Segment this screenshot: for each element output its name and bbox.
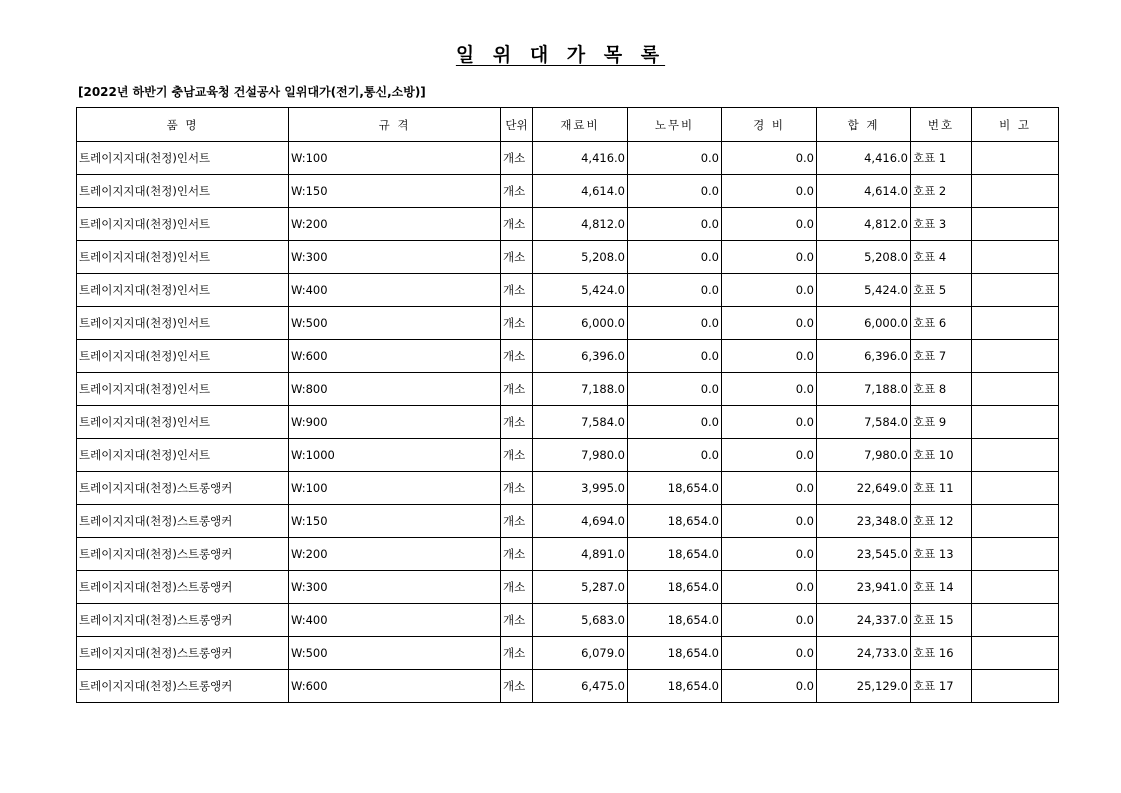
cell-labor: 18,654.0 bbox=[628, 571, 722, 604]
cell-material: 4,694.0 bbox=[533, 505, 628, 538]
cell-unit: 개소 bbox=[501, 373, 533, 406]
cell-unit: 개소 bbox=[501, 538, 533, 571]
cell-expense: 0.0 bbox=[722, 373, 817, 406]
cell-name: 트레이지지대(천정)인서트 bbox=[77, 274, 289, 307]
cell-material: 6,000.0 bbox=[533, 307, 628, 340]
cell-labor: 18,654.0 bbox=[628, 472, 722, 505]
cell-remark bbox=[972, 175, 1059, 208]
cell-number: 호표 13 bbox=[911, 538, 972, 571]
cell-number: 호표 11 bbox=[911, 472, 972, 505]
cell-spec: W:400 bbox=[289, 274, 501, 307]
cell-name: 트레이지지대(천정)인서트 bbox=[77, 175, 289, 208]
cell-total: 24,733.0 bbox=[817, 637, 911, 670]
cell-expense: 0.0 bbox=[722, 406, 817, 439]
cell-labor: 0.0 bbox=[628, 208, 722, 241]
cell-unit: 개소 bbox=[501, 208, 533, 241]
cell-spec: W:300 bbox=[289, 571, 501, 604]
cell-expense: 0.0 bbox=[722, 670, 817, 703]
table-row bbox=[77, 505, 1059, 538]
cell-number: 호표 15 bbox=[911, 604, 972, 637]
cell-name: 트레이지지대(천정)스트롱앵커 bbox=[77, 505, 289, 538]
cell-labor: 0.0 bbox=[628, 241, 722, 274]
cell-total: 4,416.0 bbox=[817, 142, 911, 175]
cell-unit: 개소 bbox=[501, 175, 533, 208]
header-name: 품 명 bbox=[77, 108, 289, 142]
cell-spec: W:500 bbox=[289, 637, 501, 670]
cell-number: 호표 8 bbox=[911, 373, 972, 406]
table-body bbox=[77, 142, 1059, 703]
cell-unit: 개소 bbox=[501, 637, 533, 670]
table-row bbox=[77, 241, 1059, 274]
cell-total: 7,188.0 bbox=[817, 373, 911, 406]
cell-total: 6,396.0 bbox=[817, 340, 911, 373]
table-row bbox=[77, 538, 1059, 571]
cell-remark bbox=[972, 274, 1059, 307]
cell-total: 4,812.0 bbox=[817, 208, 911, 241]
cell-unit: 개소 bbox=[501, 274, 533, 307]
cell-remark bbox=[972, 373, 1059, 406]
table-row bbox=[77, 208, 1059, 241]
cell-unit: 개소 bbox=[501, 505, 533, 538]
table-row bbox=[77, 472, 1059, 505]
cell-number: 호표 6 bbox=[911, 307, 972, 340]
cell-total: 23,348.0 bbox=[817, 505, 911, 538]
cell-expense: 0.0 bbox=[722, 538, 817, 571]
cell-labor: 18,654.0 bbox=[628, 637, 722, 670]
cell-remark bbox=[972, 340, 1059, 373]
cell-name: 트레이지지대(천정)스트롱앵커 bbox=[77, 604, 289, 637]
cell-labor: 0.0 bbox=[628, 274, 722, 307]
cell-total: 23,545.0 bbox=[817, 538, 911, 571]
cell-material: 4,891.0 bbox=[533, 538, 628, 571]
cell-name: 트레이지지대(천정)인서트 bbox=[77, 307, 289, 340]
cell-number: 호표 4 bbox=[911, 241, 972, 274]
table-row bbox=[77, 439, 1059, 472]
cell-expense: 0.0 bbox=[722, 637, 817, 670]
cell-number: 호표 17 bbox=[911, 670, 972, 703]
cell-labor: 18,654.0 bbox=[628, 505, 722, 538]
cell-number: 호표 2 bbox=[911, 175, 972, 208]
cell-labor: 18,654.0 bbox=[628, 670, 722, 703]
cell-name: 트레이지지대(천정)인서트 bbox=[77, 340, 289, 373]
cell-name: 트레이지지대(천정)인서트 bbox=[77, 241, 289, 274]
cell-number: 호표 16 bbox=[911, 637, 972, 670]
cell-total: 25,129.0 bbox=[817, 670, 911, 703]
cell-spec: W:100 bbox=[289, 472, 501, 505]
cell-expense: 0.0 bbox=[722, 340, 817, 373]
cell-remark bbox=[972, 307, 1059, 340]
header-total: 합 계 bbox=[817, 108, 911, 142]
cell-unit: 개소 bbox=[501, 571, 533, 604]
cell-labor: 0.0 bbox=[628, 142, 722, 175]
cell-name: 트레이지지대(천정)스트롱앵커 bbox=[77, 637, 289, 670]
table-header-row bbox=[77, 108, 1059, 142]
unit-price-table bbox=[76, 107, 1059, 703]
cell-expense: 0.0 bbox=[722, 274, 817, 307]
cell-total: 5,208.0 bbox=[817, 241, 911, 274]
cell-total: 7,980.0 bbox=[817, 439, 911, 472]
cell-number: 호표 7 bbox=[911, 340, 972, 373]
cell-name: 트레이지지대(천정)스트롱앵커 bbox=[77, 571, 289, 604]
table-row bbox=[77, 373, 1059, 406]
cell-unit: 개소 bbox=[501, 340, 533, 373]
cell-labor: 0.0 bbox=[628, 175, 722, 208]
cell-labor: 18,654.0 bbox=[628, 604, 722, 637]
cell-remark bbox=[972, 604, 1059, 637]
cell-total: 7,584.0 bbox=[817, 406, 911, 439]
cell-number: 호표 1 bbox=[911, 142, 972, 175]
cell-spec: W:600 bbox=[289, 670, 501, 703]
table-row bbox=[77, 175, 1059, 208]
cell-expense: 0.0 bbox=[722, 571, 817, 604]
cell-unit: 개소 bbox=[501, 439, 533, 472]
cell-number: 호표 12 bbox=[911, 505, 972, 538]
cell-spec: W:1000 bbox=[289, 439, 501, 472]
cell-labor: 0.0 bbox=[628, 406, 722, 439]
cell-name: 트레이지지대(천정)인서트 bbox=[77, 406, 289, 439]
cell-remark bbox=[972, 208, 1059, 241]
table-row bbox=[77, 406, 1059, 439]
cell-total: 6,000.0 bbox=[817, 307, 911, 340]
cell-expense: 0.0 bbox=[722, 142, 817, 175]
cell-remark bbox=[972, 241, 1059, 274]
cell-material: 5,683.0 bbox=[533, 604, 628, 637]
cell-material: 5,287.0 bbox=[533, 571, 628, 604]
table-row bbox=[77, 637, 1059, 670]
cell-spec: W:600 bbox=[289, 340, 501, 373]
cell-name: 트레이지지대(천정)스트롱앵커 bbox=[77, 670, 289, 703]
cell-labor: 0.0 bbox=[628, 307, 722, 340]
cell-expense: 0.0 bbox=[722, 505, 817, 538]
cell-material: 4,812.0 bbox=[533, 208, 628, 241]
cell-spec: W:200 bbox=[289, 538, 501, 571]
cell-number: 호표 14 bbox=[911, 571, 972, 604]
table-row bbox=[77, 307, 1059, 340]
page-subtitle: [2022년 하반기 충남교육청 건설공사 일위대가(전기,통신,소방)] bbox=[78, 85, 426, 99]
cell-expense: 0.0 bbox=[722, 604, 817, 637]
cell-total: 23,941.0 bbox=[817, 571, 911, 604]
cell-number: 호표 9 bbox=[911, 406, 972, 439]
header-labor: 노무비 bbox=[628, 108, 722, 142]
cell-unit: 개소 bbox=[501, 472, 533, 505]
cell-unit: 개소 bbox=[501, 142, 533, 175]
cell-remark bbox=[972, 439, 1059, 472]
cell-material: 5,424.0 bbox=[533, 274, 628, 307]
page-title-text: 일 위 대 가 목 록 bbox=[455, 44, 666, 66]
cell-material: 7,980.0 bbox=[533, 439, 628, 472]
header-material: 재료비 bbox=[533, 108, 628, 142]
cell-spec: W:300 bbox=[289, 241, 501, 274]
cell-spec: W:500 bbox=[289, 307, 501, 340]
cell-unit: 개소 bbox=[501, 406, 533, 439]
cell-material: 6,475.0 bbox=[533, 670, 628, 703]
cell-expense: 0.0 bbox=[722, 175, 817, 208]
cell-name: 트레이지지대(천정)스트롱앵커 bbox=[77, 472, 289, 505]
cell-material: 5,208.0 bbox=[533, 241, 628, 274]
cell-unit: 개소 bbox=[501, 241, 533, 274]
cell-labor: 0.0 bbox=[628, 439, 722, 472]
cell-remark bbox=[972, 538, 1059, 571]
cell-remark bbox=[972, 472, 1059, 505]
cell-name: 트레이지지대(천정)인서트 bbox=[77, 142, 289, 175]
cell-expense: 0.0 bbox=[722, 307, 817, 340]
cell-spec: W:400 bbox=[289, 604, 501, 637]
header-number: 번호 bbox=[911, 108, 972, 142]
cell-spec: W:100 bbox=[289, 142, 501, 175]
table-row bbox=[77, 670, 1059, 703]
cell-total: 5,424.0 bbox=[817, 274, 911, 307]
header-unit: 단위 bbox=[501, 108, 533, 142]
cell-remark bbox=[972, 637, 1059, 670]
cell-remark bbox=[972, 670, 1059, 703]
cell-material: 7,188.0 bbox=[533, 373, 628, 406]
cell-expense: 0.0 bbox=[722, 472, 817, 505]
cell-total: 22,649.0 bbox=[817, 472, 911, 505]
table-row bbox=[77, 274, 1059, 307]
cell-name: 트레이지지대(천정)인서트 bbox=[77, 439, 289, 472]
cell-expense: 0.0 bbox=[722, 208, 817, 241]
cell-remark bbox=[972, 571, 1059, 604]
cell-name: 트레이지지대(천정)인서트 bbox=[77, 373, 289, 406]
cell-material: 6,396.0 bbox=[533, 340, 628, 373]
cell-spec: W:150 bbox=[289, 505, 501, 538]
cell-total: 4,614.0 bbox=[817, 175, 911, 208]
cell-expense: 0.0 bbox=[722, 439, 817, 472]
cell-unit: 개소 bbox=[501, 307, 533, 340]
cell-expense: 0.0 bbox=[722, 241, 817, 274]
cell-material: 4,614.0 bbox=[533, 175, 628, 208]
header-expense: 경 비 bbox=[722, 108, 817, 142]
cell-name: 트레이지지대(천정)인서트 bbox=[77, 208, 289, 241]
cell-unit: 개소 bbox=[501, 604, 533, 637]
cell-spec: W:800 bbox=[289, 373, 501, 406]
cell-remark bbox=[972, 406, 1059, 439]
cell-material: 6,079.0 bbox=[533, 637, 628, 670]
cell-remark bbox=[972, 142, 1059, 175]
table-row bbox=[77, 604, 1059, 637]
cell-spec: W:900 bbox=[289, 406, 501, 439]
cell-spec: W:200 bbox=[289, 208, 501, 241]
table-row bbox=[77, 571, 1059, 604]
cell-spec: W:150 bbox=[289, 175, 501, 208]
cell-total: 24,337.0 bbox=[817, 604, 911, 637]
cell-labor: 18,654.0 bbox=[628, 538, 722, 571]
cell-unit: 개소 bbox=[501, 670, 533, 703]
cell-labor: 0.0 bbox=[628, 340, 722, 373]
cell-material: 3,995.0 bbox=[533, 472, 628, 505]
cell-material: 7,584.0 bbox=[533, 406, 628, 439]
header-remark: 비 고 bbox=[972, 108, 1059, 142]
cell-material: 4,416.0 bbox=[533, 142, 628, 175]
cell-number: 호표 5 bbox=[911, 274, 972, 307]
header-spec: 규 격 bbox=[289, 108, 501, 142]
table-row bbox=[77, 142, 1059, 175]
table-row bbox=[77, 340, 1059, 373]
cell-name: 트레이지지대(천정)스트롱앵커 bbox=[77, 538, 289, 571]
cell-number: 호표 3 bbox=[911, 208, 972, 241]
cell-remark bbox=[972, 505, 1059, 538]
cell-number: 호표 10 bbox=[911, 439, 972, 472]
cell-labor: 0.0 bbox=[628, 373, 722, 406]
page-title bbox=[0, 40, 1121, 67]
